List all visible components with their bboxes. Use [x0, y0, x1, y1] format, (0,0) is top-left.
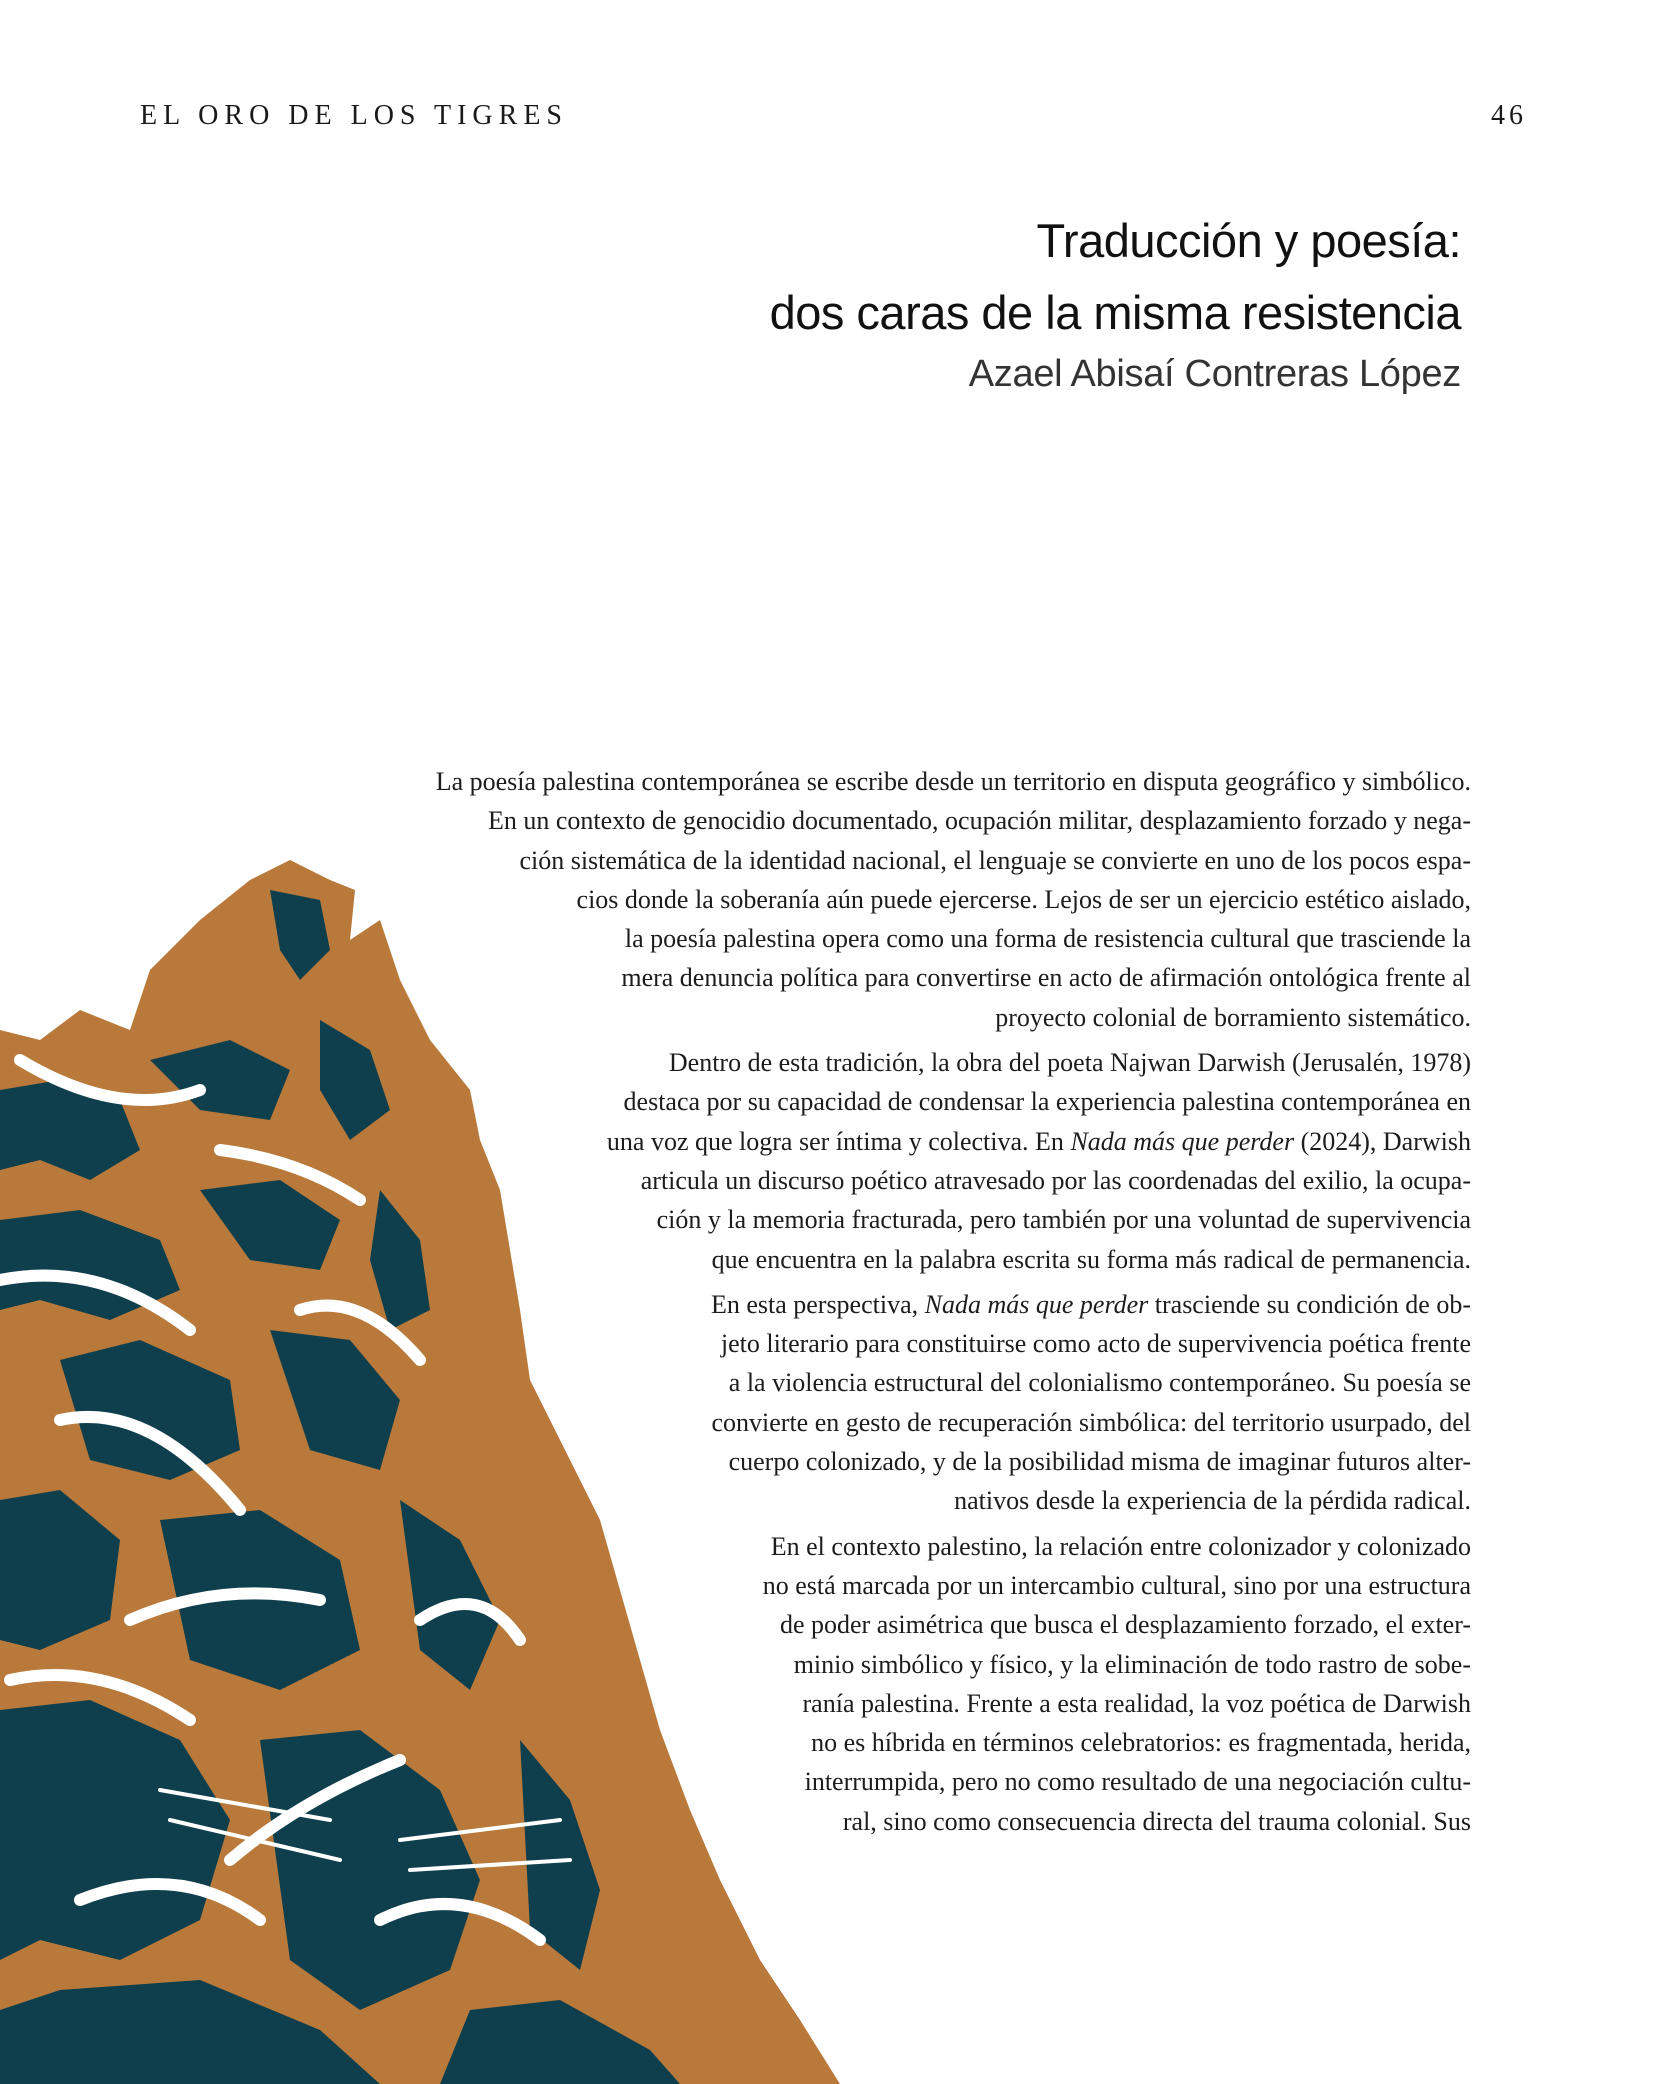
text-line: La poesía palestina contemporánea se escribe desde un territorio en disputa geográfico y simbólico. — [435, 767, 1471, 796]
text-line: ranía palestina. Frente a esta realidad, la voz poética de Darwish — [802, 1688, 1471, 1718]
text-line — [171, 1285, 1471, 1324]
text-line: En un contexto de genocidio documentado, ocupación militar, desplazamiento forzado y nega- — [487, 806, 1471, 836]
paragraph-3 — [171, 1285, 1471, 1521]
text-line: ción y la memoria fracturada, pero también por una voluntad de supervivencia — [656, 1205, 1471, 1235]
article-title-line-1: Traducción y poesía: — [1036, 214, 1461, 267]
text-line: nativos desde la experiencia de la pérdida radical. — [954, 1486, 1471, 1516]
text-line: a la violencia estructural del colonialismo contemporáneo. Su poesía se — [728, 1368, 1471, 1398]
article-body — [171, 762, 1471, 1847]
paragraph-2 — [171, 1043, 1471, 1279]
text-line: no está marcada por un intercambio cultural, sino por una estructura — [762, 1570, 1471, 1600]
text-segment: En esta perspectiva, — [710, 1289, 925, 1319]
text-line: ción sistemática de la identidad nacional, el lenguaje se convierte en uno de los pocos espa- — [519, 845, 1471, 875]
article-title-block — [770, 205, 1461, 396]
article-title-line-2: dos caras de la misma resistencia — [769, 286, 1461, 339]
text-segment: (2024), Darwish — [1294, 1126, 1471, 1156]
text-line: no es híbrida en términos celebratorios: es fragmentada, herida, — [811, 1728, 1471, 1758]
book-title: Nada más que perder — [924, 1289, 1149, 1319]
text-line: articula un discurso poético atravesado por las coordenadas del exilio, la ocupa- — [640, 1165, 1471, 1195]
text-line: jeto literario para constituirse como acto de supervivencia poética frente — [720, 1329, 1471, 1359]
text-line: cuerpo colonizado, y de la posibilidad misma de imaginar futuros alter- — [728, 1447, 1471, 1477]
text-line: destaca por su capacidad de condensar la experiencia palestina contemporánea en — [623, 1087, 1471, 1117]
text-line: convierte en gesto de recuperación simbólica: del territorio usurpado, del — [711, 1407, 1471, 1437]
text-segment: trasciende su condición de ob- — [1148, 1289, 1471, 1319]
text-line: proyecto colonial de borramiento sistemático. — [995, 1002, 1471, 1032]
paragraph-1 — [171, 762, 1471, 1037]
paragraph-4 — [171, 1527, 1471, 1841]
text-line: En el contexto palestino, la relación entre colonizador y colonizado — [770, 1531, 1471, 1561]
page-number: 46 — [1491, 100, 1527, 131]
text-line: Dentro de esta tradición, la obra del poeta Najwan Darwish (Jerusalén, 1978) — [668, 1048, 1471, 1078]
article-author: Azael Abisaí Contreras López — [968, 353, 1461, 395]
text-segment: una voz que logra ser íntima y colectiva. En — [606, 1126, 1071, 1156]
book-title: Nada más que perder — [1070, 1126, 1295, 1156]
text-line: de poder asimétrica que busca el desplazamiento forzado, el exter- — [779, 1610, 1471, 1640]
text-line: interrumpida, pero no como resultado de una negociación cultu- — [804, 1767, 1471, 1797]
text-line: que encuentra en la palabra escrita su forma más radical de permanencia. — [711, 1244, 1471, 1274]
running-head: EL ORO DE LOS TIGRES — [140, 100, 568, 131]
text-line — [171, 1122, 1471, 1161]
text-line: mera denuncia política para convertirse en acto de afirmación ontológica frente al — [621, 963, 1471, 993]
text-line: la poesía palestina opera como una forma de resistencia cultural que trasciende la — [624, 924, 1471, 954]
text-line: minio simbólico y físico, y la eliminación de todo rastro de sobe- — [793, 1649, 1471, 1679]
text-line: ral, sino como consecuencia directa del trauma colonial. Sus — [842, 1806, 1471, 1836]
text-line: cios donde la soberanía aún puede ejercerse. Lejos de ser un ejercicio estético aislado, — [576, 884, 1471, 914]
